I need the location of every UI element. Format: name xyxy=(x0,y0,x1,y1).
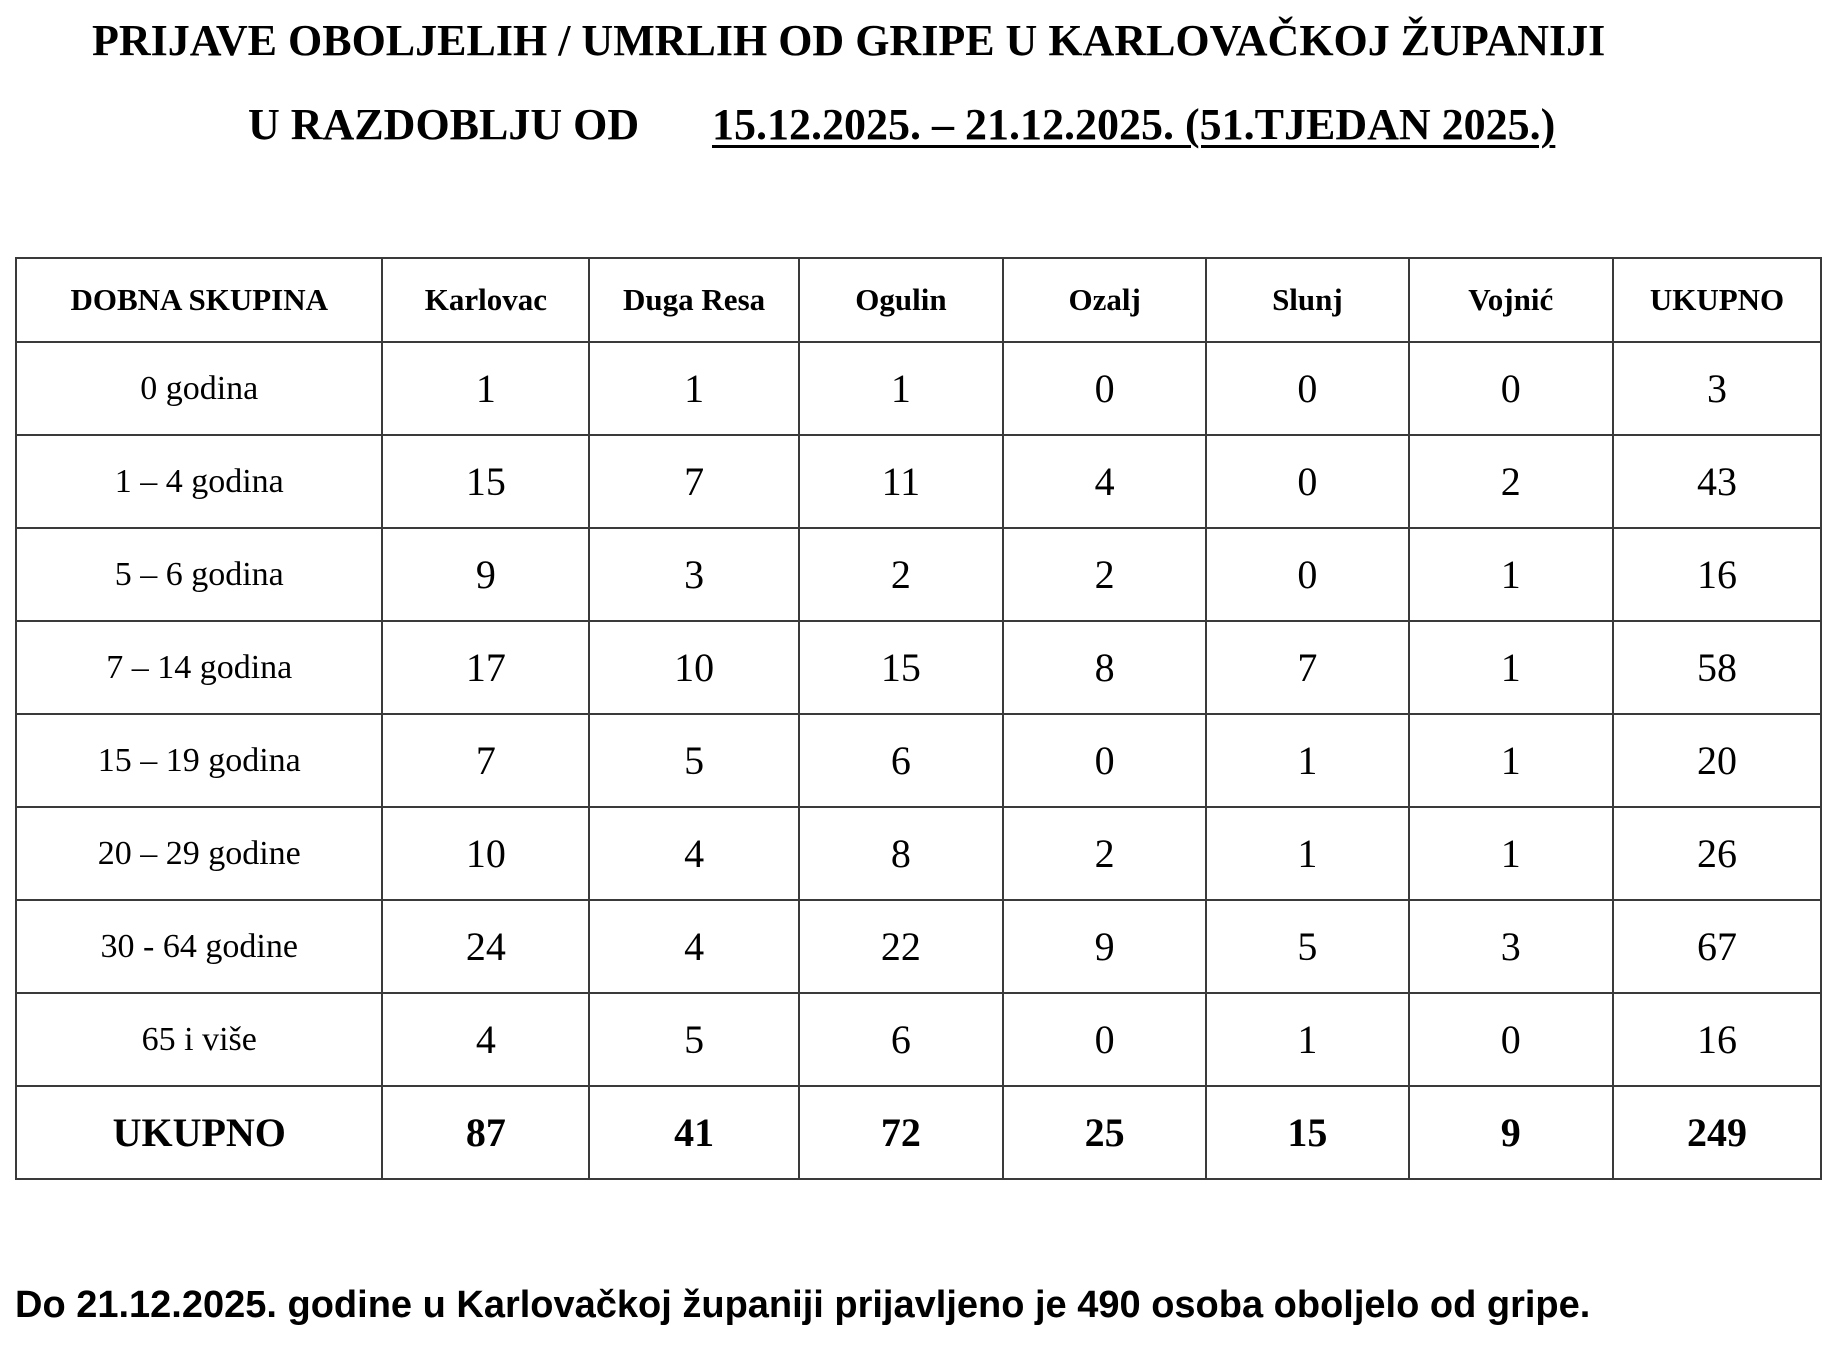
ozalj-cell: 2 xyxy=(1003,528,1206,621)
karlovac-cell: 1 xyxy=(382,342,589,435)
ogulin-cell: 15 xyxy=(799,621,1003,714)
age-group-cell: 30 - 64 godine xyxy=(16,900,382,993)
document-subtitle xyxy=(0,90,1822,160)
grand-total-cell: 249 xyxy=(1613,1086,1821,1179)
table-row xyxy=(16,342,1821,435)
karlovac-total-cell: 87 xyxy=(382,1086,589,1179)
table-row xyxy=(16,900,1821,993)
ogulin-cell: 22 xyxy=(799,900,1003,993)
age-group-cell: 1 – 4 godina xyxy=(16,435,382,528)
karlovac-cell: 24 xyxy=(382,900,589,993)
slunj-cell: 5 xyxy=(1206,900,1408,993)
age-group-cell: 15 – 19 godina xyxy=(16,714,382,807)
ogulin-cell: 8 xyxy=(799,807,1003,900)
ozalj-cell: 9 xyxy=(1003,900,1206,993)
slunj-total-cell: 15 xyxy=(1206,1086,1408,1179)
period-prefix: U RAZDOBLJU OD xyxy=(248,100,640,149)
ozalj-cell: 2 xyxy=(1003,807,1206,900)
header-total: UKUPNO xyxy=(1613,258,1821,342)
row-total-cell: 67 xyxy=(1613,900,1821,993)
slunj-cell: 1 xyxy=(1206,993,1408,1086)
row-total-cell: 58 xyxy=(1613,621,1821,714)
duga-resa-cell: 3 xyxy=(589,528,799,621)
vojnic-cell: 2 xyxy=(1409,435,1613,528)
duga-resa-cell: 5 xyxy=(589,714,799,807)
table-row xyxy=(16,528,1821,621)
vojnic-cell: 1 xyxy=(1409,528,1613,621)
duga-resa-cell: 7 xyxy=(589,435,799,528)
table-row xyxy=(16,435,1821,528)
row-total-cell: 26 xyxy=(1613,807,1821,900)
header-ozalj: Ozalj xyxy=(1003,258,1206,342)
duga-resa-cell: 5 xyxy=(589,993,799,1086)
duga-resa-cell: 4 xyxy=(589,900,799,993)
ozalj-cell: 0 xyxy=(1003,714,1206,807)
ozalj-total-cell: 25 xyxy=(1003,1086,1206,1179)
karlovac-cell: 9 xyxy=(382,528,589,621)
ogulin-cell: 1 xyxy=(799,342,1003,435)
vojnic-total-cell: 9 xyxy=(1409,1086,1613,1179)
duga-resa-cell: 1 xyxy=(589,342,799,435)
karlovac-cell: 10 xyxy=(382,807,589,900)
row-total-cell: 16 xyxy=(1613,528,1821,621)
document-title xyxy=(0,6,1822,76)
header-ogulin: Ogulin xyxy=(799,258,1003,342)
header-age-group: DOBNA SKUPINA xyxy=(16,258,382,342)
duga-resa-cell: 4 xyxy=(589,807,799,900)
ozalj-cell: 8 xyxy=(1003,621,1206,714)
vojnic-cell: 1 xyxy=(1409,807,1613,900)
table-total-row xyxy=(16,1086,1821,1179)
ogulin-total-cell: 72 xyxy=(799,1086,1003,1179)
duga-resa-total-cell: 41 xyxy=(589,1086,799,1179)
slunj-cell: 1 xyxy=(1206,714,1408,807)
slunj-cell: 0 xyxy=(1206,528,1408,621)
table-header-row xyxy=(16,258,1821,342)
table-row xyxy=(16,807,1821,900)
slunj-cell: 1 xyxy=(1206,807,1408,900)
table-row xyxy=(16,621,1821,714)
vojnic-cell: 0 xyxy=(1409,342,1613,435)
flu-cases-table xyxy=(15,257,1822,1180)
ogulin-cell: 6 xyxy=(799,714,1003,807)
summary-note: Do 21.12.2025. godine u Karlovačkoj županiji prijavljeno je 490 osoba oboljelo od gripe. xyxy=(15,1284,1591,1326)
age-group-cell: 20 – 29 godine xyxy=(16,807,382,900)
age-group-cell: 5 – 6 godina xyxy=(16,528,382,621)
header-slunj: Slunj xyxy=(1206,258,1408,342)
duga-resa-cell: 10 xyxy=(589,621,799,714)
age-group-cell: 0 godina xyxy=(16,342,382,435)
slunj-cell: 0 xyxy=(1206,435,1408,528)
ogulin-cell: 2 xyxy=(799,528,1003,621)
table-row xyxy=(16,993,1821,1086)
vojnic-cell: 0 xyxy=(1409,993,1613,1086)
table-row xyxy=(16,714,1821,807)
vojnic-cell: 1 xyxy=(1409,714,1613,807)
ogulin-cell: 6 xyxy=(799,993,1003,1086)
ozalj-cell: 0 xyxy=(1003,342,1206,435)
karlovac-cell: 15 xyxy=(382,435,589,528)
row-total-cell: 3 xyxy=(1613,342,1821,435)
row-total-cell: 20 xyxy=(1613,714,1821,807)
age-group-cell: 65 i više xyxy=(16,993,382,1086)
row-total-cell: 16 xyxy=(1613,993,1821,1086)
karlovac-cell: 17 xyxy=(382,621,589,714)
period-range: 15.12.2025. – 21.12.2025. (51.TJEDAN 2025.) xyxy=(712,100,1556,149)
age-group-cell: 7 – 14 godina xyxy=(16,621,382,714)
header-duga-resa: Duga Resa xyxy=(589,258,799,342)
title-line-1: PRIJAVE OBOLJELIH / UMRLIH OD GRIPE U KARLOVAČKOJ ŽUPANIJI xyxy=(92,16,1606,65)
slunj-cell: 7 xyxy=(1206,621,1408,714)
karlovac-cell: 7 xyxy=(382,714,589,807)
ogulin-cell: 11 xyxy=(799,435,1003,528)
ozalj-cell: 4 xyxy=(1003,435,1206,528)
ozalj-cell: 0 xyxy=(1003,993,1206,1086)
slunj-cell: 0 xyxy=(1206,342,1408,435)
vojnic-cell: 3 xyxy=(1409,900,1613,993)
header-karlovac: Karlovac xyxy=(382,258,589,342)
header-vojnic: Vojnić xyxy=(1409,258,1613,342)
total-label-cell: UKUPNO xyxy=(16,1086,382,1179)
vojnic-cell: 1 xyxy=(1409,621,1613,714)
row-total-cell: 43 xyxy=(1613,435,1821,528)
karlovac-cell: 4 xyxy=(382,993,589,1086)
